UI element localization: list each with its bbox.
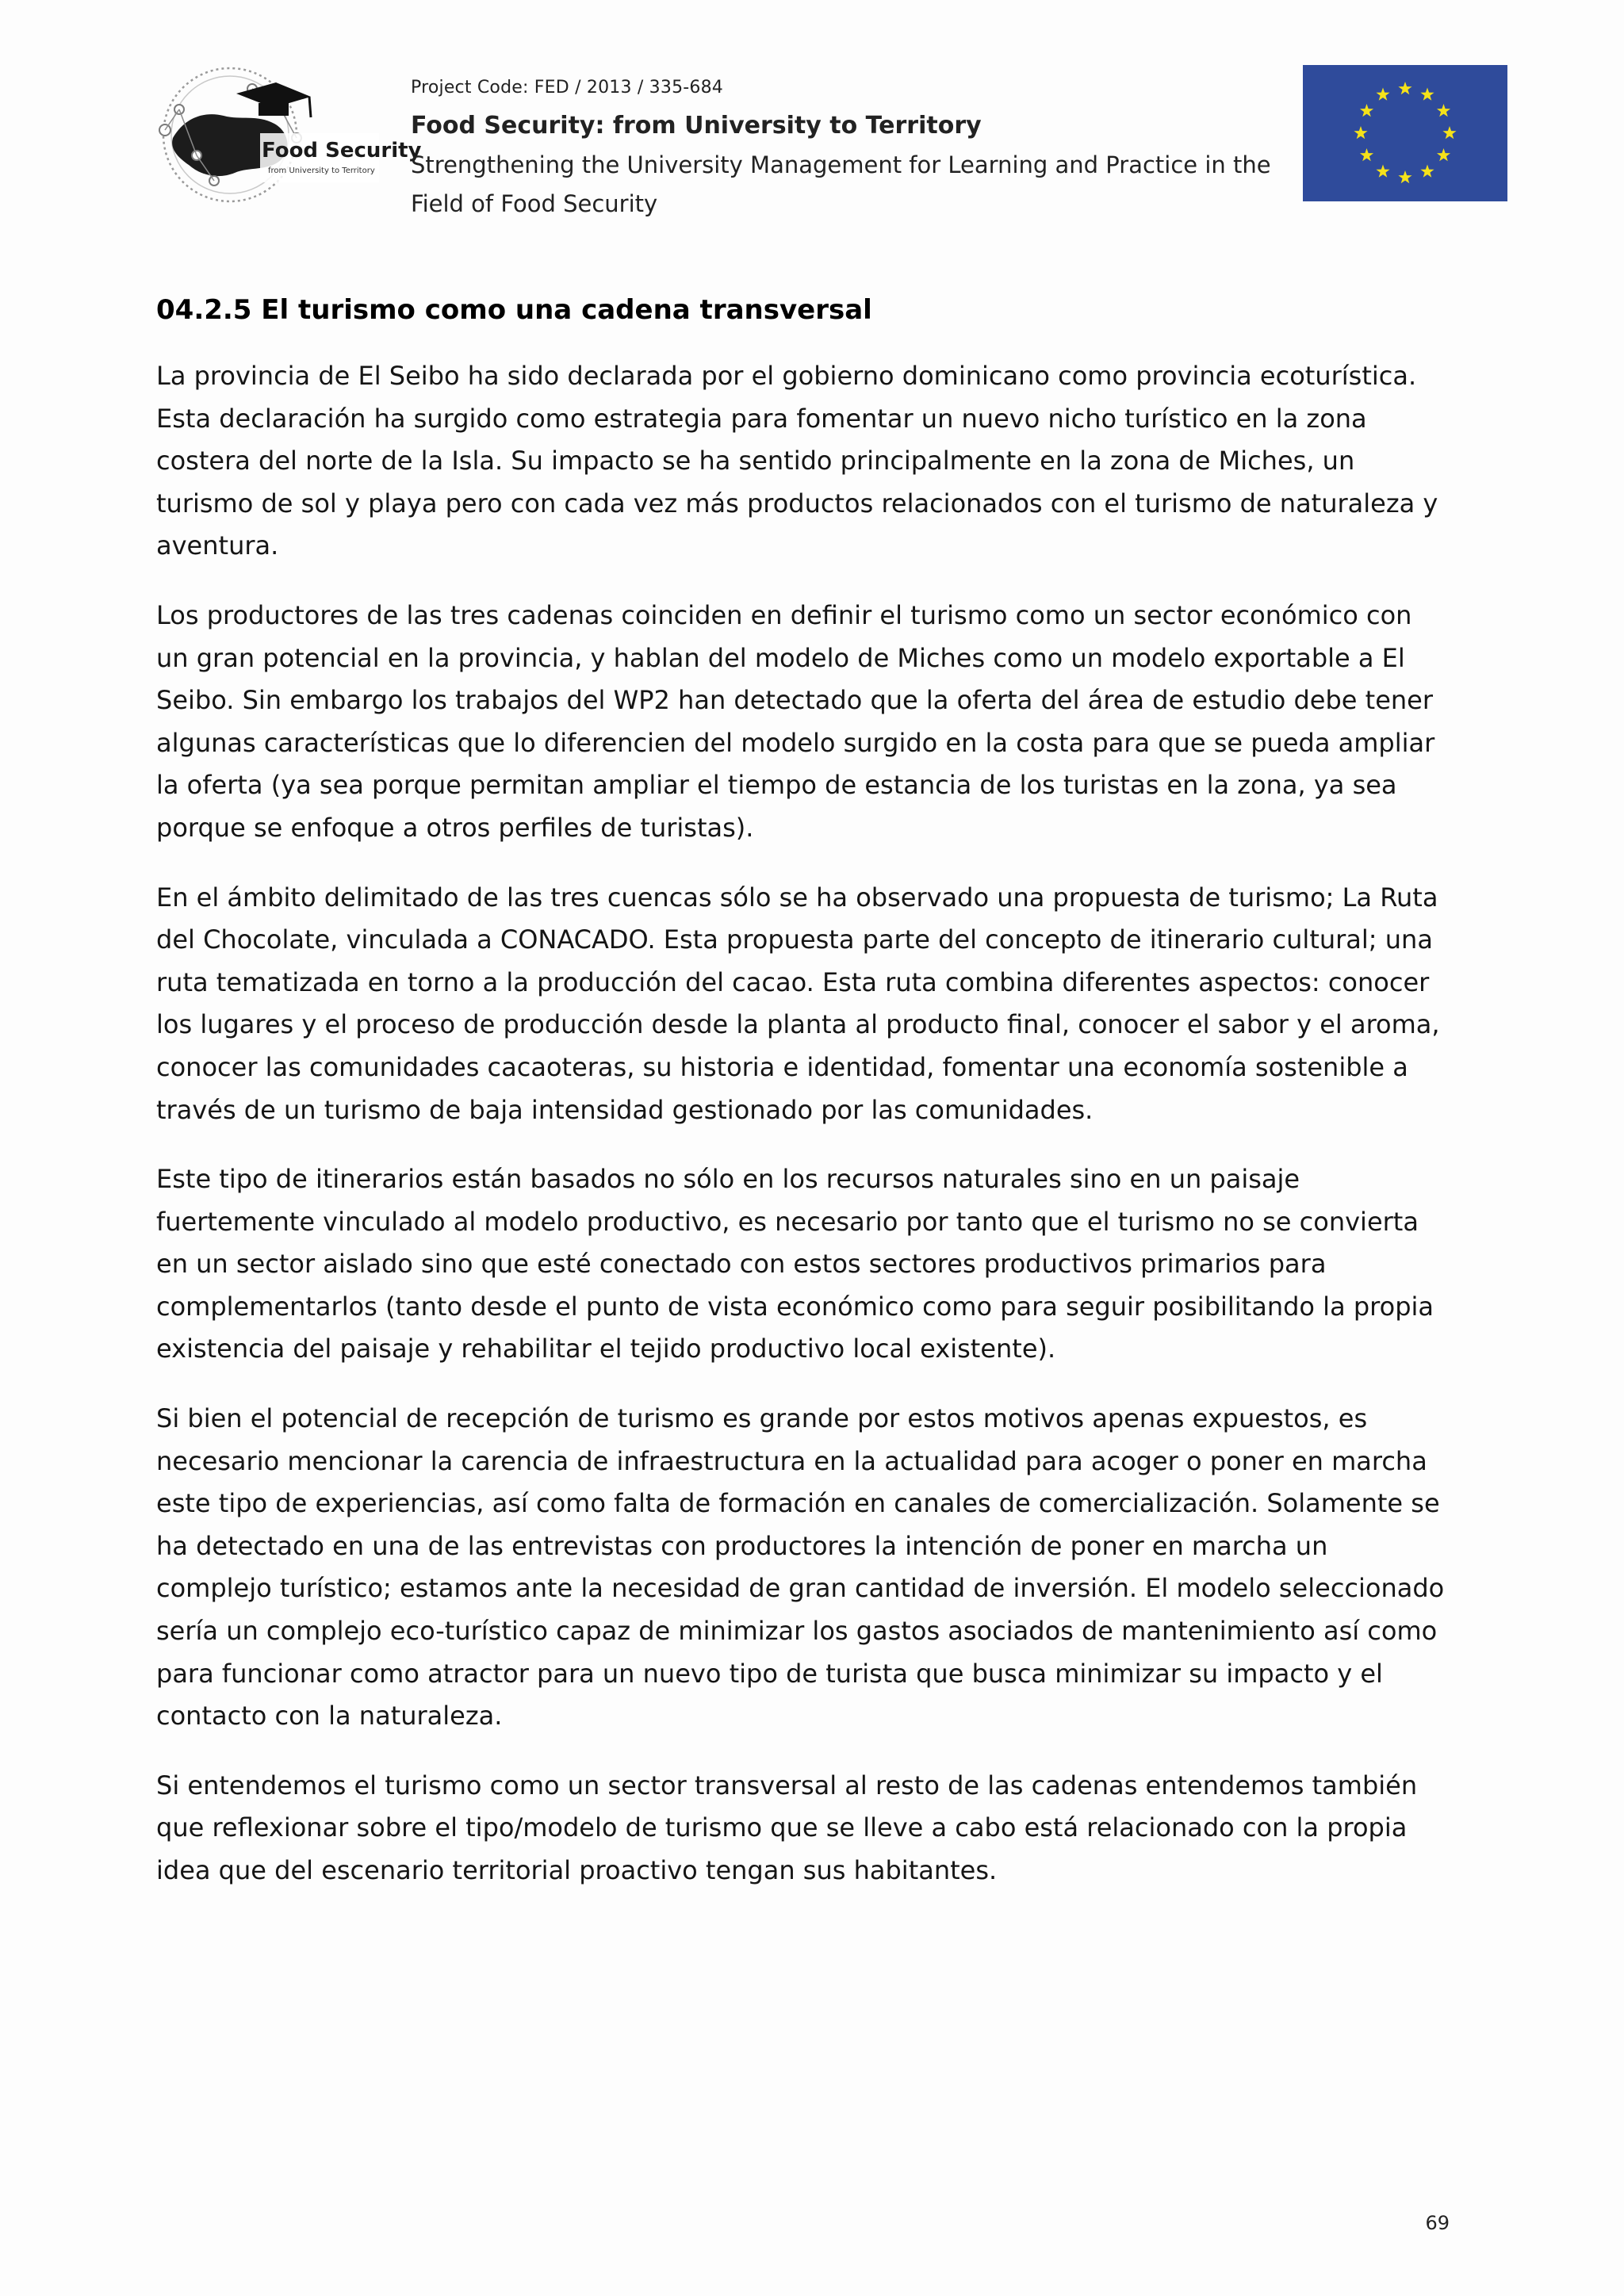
logo-text-main: Food Security (262, 139, 422, 163)
paragraph-4: Este tipo de itinerarios están basados no sólo en los recursos naturales sino en un paisaje fuertemente vinculado al modelo productivo, es necesario por tanto que el turismo no se convierta en un sector aislado sino que esté conectado con estos sectores productivos primarios para complementarlos (tanto desde el punto de vista económico como para seguir posibilitando la propia existencia del paisaje y rehabilitar el tejido productivo local existente). (156, 1164, 1434, 1364)
paragraph-2: Los productores de las tres cadenas coinciden en definir el turismo como un sector económico con un gran potencial en la provincia, y hablan del modelo de Miches como un modelo exportable a El Seibo. Sin embargo los trabajos del WP2 han detectado que la oferta del área de estudio debe tener algunas características que lo diferencien del modelo surgido en la costa para que se pueda ampliar la oferta (ya sea porque permitan ampliar el tiempo de estancia de los turistas en la zona, ya sea porque se enfoque a otros perfiles de turistas). (156, 599, 1435, 843)
project-title: Food Security: from University to Territory (411, 112, 982, 140)
paragraph-1: La provincia de El Seibo ha sido declarada por el gobierno dominicano como provincia ecoturística. Esta declaración ha surgido como estrategia para fomentar un nuevo nicho turístico en la zona costera del norte de la Isla. Su impacto se ha sentido principalmente en la zona de Miches, un turismo de sol y playa pero con cada vez más productos relacionados con el turismo de naturaleza y aventura. (156, 361, 1438, 561)
paragraph-6: Si entendemos el turismo como un sector transversal al resto de las cadenas entendemos también que reflexionar sobre el tipo/modelo de turismo que se lleve a cabo está relacionado con la propia idea que del escenario territorial proactivo tengan sus habitantes. (156, 1770, 1418, 1885)
document-body (156, 292, 1449, 1919)
logo-text-sub: from University to Territory (268, 166, 375, 175)
page-number: 69 (1425, 2212, 1450, 2234)
paragraph-3: En el ámbito delimitado de las tres cuencas sólo se ha observado una propuesta de turismo; La Ruta del Chocolate, vinculada a CONACADO. Esta propuesta parte del concepto de itinerario cultural; una ruta tematizada en torno a la producción del cacao. Esta ruta combina diferentes aspectos: conocer los lugares y el proceso de producción desde la planta al producto final, conocer el sabor y el aroma, conocer las comunidades cacaoteras, su historia e identidad, fomentar una economía sostenible a través de un turismo de baja intensidad gestionado por las comunidades. (156, 882, 1440, 1125)
project-code: Project Code: FED / 2013 / 335-684 (411, 78, 723, 98)
eu-flag-icon (1303, 65, 1507, 201)
food-security-logo (141, 62, 422, 212)
project-subtitle: Strengthening the University Management for Learning and Practice in the Field of Food Security (411, 151, 1271, 217)
section-heading: 04.2.5 El turismo como una cadena transversal (156, 294, 872, 326)
project-header (411, 76, 1283, 224)
paragraph-5: Si bien el potencial de recepción de turismo es grande por estos motivos apenas expuestos, es necesario mencionar la carencia de infraestructura en la actualidad para acoger o poner en marcha este tipo de experiencias, así como falta de formación en canales de comercialización. Solamente se ha detectado en una de las entrevistas con productores la intención de poner en marcha un complejo turístico; estamos ante la necesidad de gran cantidad de inversión. El modelo seleccionado sería un complejo eco-turístico capaz de minimizar los gastos asociados de mantenimiento así como para funcionar como atractor para un nuevo tipo de turista que busca minimizar su impacto y el contacto con la naturaleza. (156, 1403, 1445, 1732)
